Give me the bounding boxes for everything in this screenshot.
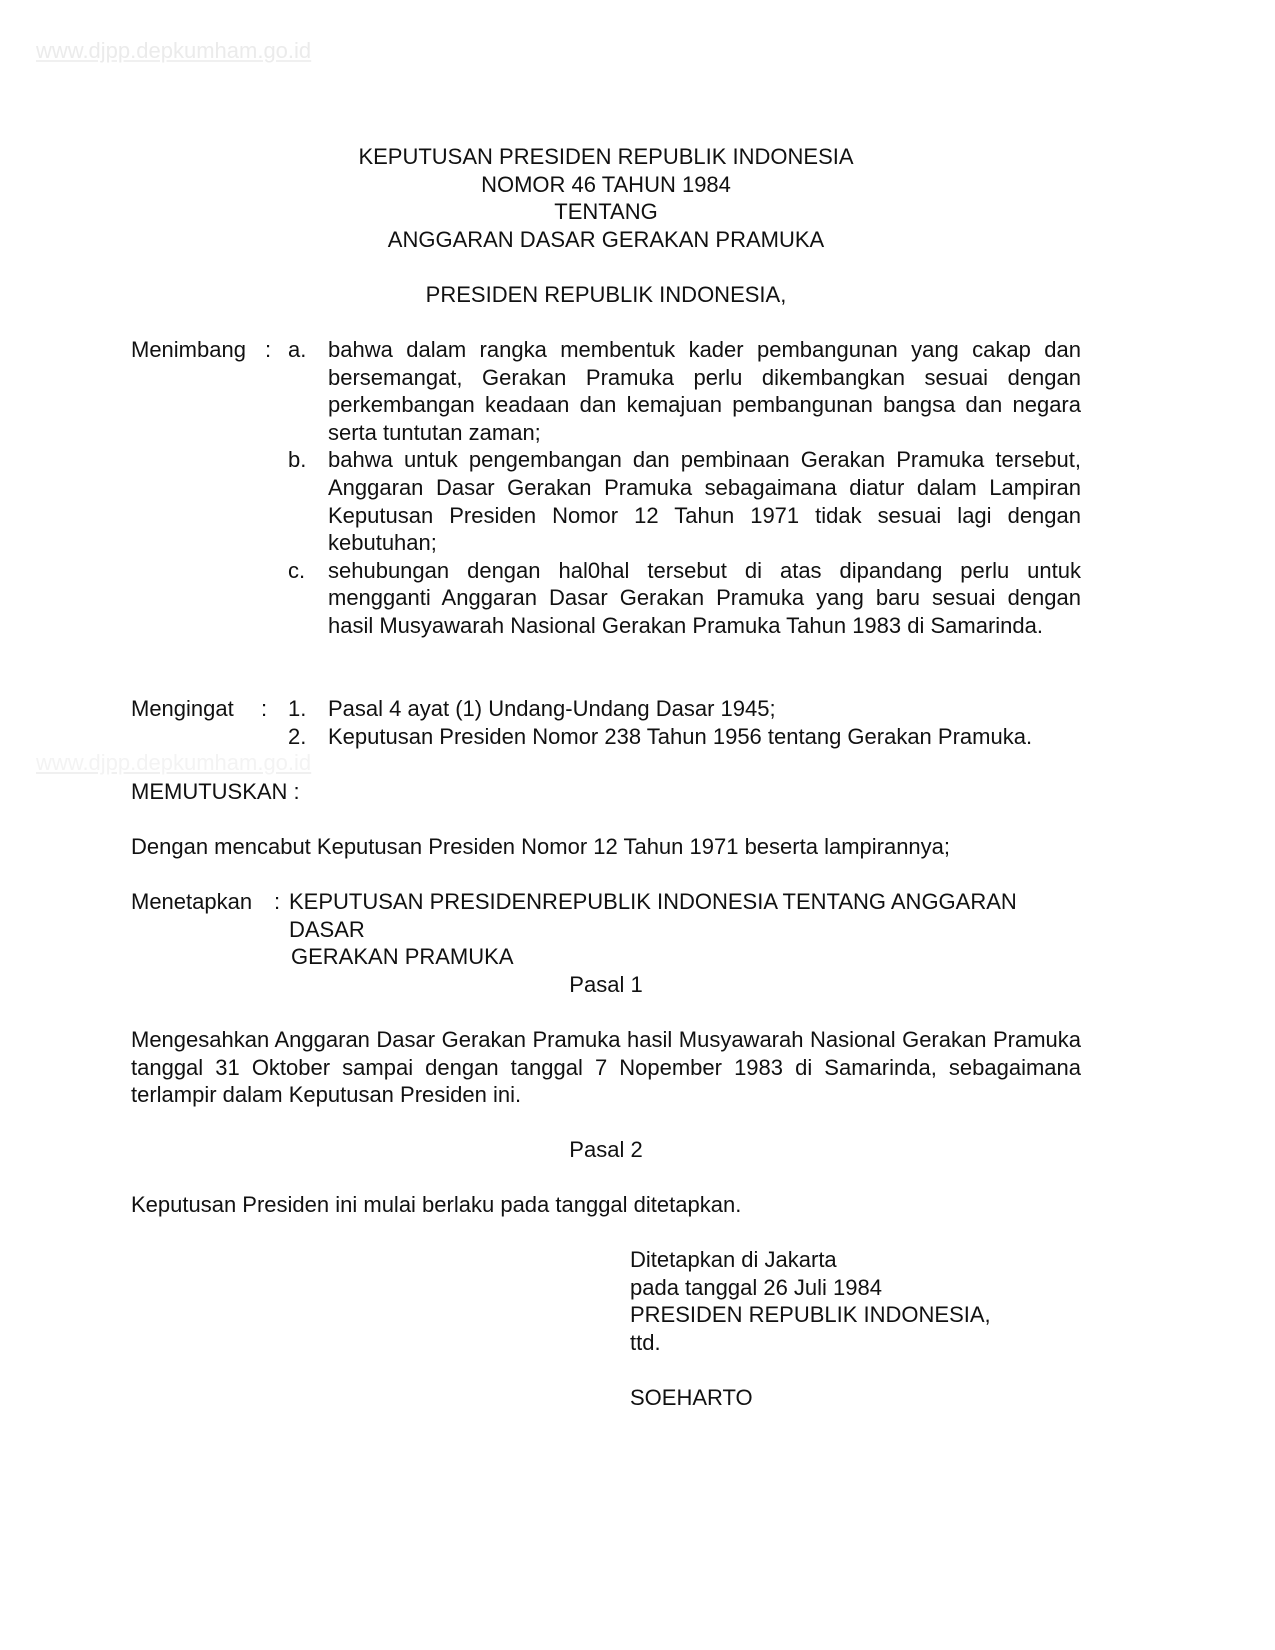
mengingat-section [131,695,1081,750]
mengingat-item-1 [288,695,1081,723]
menimbang-item-c [288,557,1081,640]
item-marker: c. [288,557,306,583]
signature-block [630,1246,991,1412]
colon: : [274,889,281,914]
menimbang-section [131,336,1081,640]
title-line: KEPUTUSAN PRESIDEN REPUBLIK INDONESIA [358,144,854,169]
title-number: NOMOR 46 TAHUN 1984 [481,171,731,197]
pasal-2-title: Pasal 2 [569,1137,643,1162]
colon: : [265,337,272,362]
document-title [131,143,1081,253]
mengingat-item-2 [288,723,1081,751]
memutuskan: MEMUTUSKAN : [131,779,300,804]
title-subject: ANGGARAN DASAR GERAKAN PRAMUKA [387,226,825,252]
signature-place: Ditetapkan di Jakarta [630,1247,837,1272]
mengingat-label: Mengingat [131,696,234,721]
signature-ttd: ttd. [630,1329,661,1355]
title-tentang: TENTANG [554,199,658,225]
item-marker: 1. [288,696,307,721]
menetapkan-label: Menetapkan [131,889,253,914]
item-text: Pasal 4 ayat (1) Undang-Undang Dasar 1945; [328,696,776,721]
menetapkan-text: KEPUTUSAN PRESIDENREPUBLIK INDONESIA TENTANG ANGGARAN DASAR [289,889,1017,942]
menetapkan-section [131,888,1081,971]
signature-office: PRESIDEN REPUBLIK INDONESIA, [630,1302,991,1328]
item-text: bahwa dalam rangka membentuk kader pembangunan yang cakap dan bersemangat, Gerakan Pramuka perlu dikembangkan sesuai dengan perkembangan keadaan dan kemajuan pembangunan bangsa dan negara serta tuntutan zaman; [328,337,1081,445]
item-text: sehubungan dengan hal0hal tersebut di atas dipandang perlu untuk mengganti Anggaran Dasar Gerakan Pramuka yang baru sesuai dengan hasil Musyawarah Nasional Gerakan Pramuka Tahun 1983 di Samarinda. [328,557,1081,638]
item-marker: b. [288,447,307,473]
preamble: PRESIDEN REPUBLIK INDONESIA, [425,282,787,307]
watermark: www.djpp.depkumham.go.id [36,38,312,63]
item-text: Keputusan Presiden Nomor 238 Tahun 1956 tentang Gerakan Pramuka. [328,723,1033,749]
menetapkan-text-2: GERAKAN PRAMUKA [291,944,514,970]
menimbang-item-b [288,446,1081,556]
signature-name: SOEHARTO [630,1384,753,1410]
menimbang-label: Menimbang [131,337,246,362]
mencabut-text: Dengan mencabut Keputusan Presiden Nomor 12 Tahun 1971 beserta lampirannya; [131,834,951,859]
item-marker: 2. [288,723,307,749]
watermark-faint: www.djpp.depkumham.go.id [36,750,312,775]
item-marker: a. [288,337,307,362]
pasal-1-title: Pasal 1 [569,972,643,997]
colon: : [261,696,268,721]
menimbang-item-a [288,336,1081,446]
item-text: bahwa untuk pengembangan dan pembinaan Gerakan Pramuka tersebut, Anggaran Dasar Gerakan Pramuka sebagaimana diatur dalam Lampiran Keputusan Presiden Nomor 12 Tahun 1971 tidak sesuai lagi dengan kebutuhan; [328,447,1081,556]
pasal-2-text: Keputusan Presiden ini mulai berlaku pada tanggal ditetapkan. [131,1192,742,1217]
pasal-1-text: Mengesahkan Anggaran Dasar Gerakan Pramuka hasil Musyawarah Nasional Gerakan Pramuka tanggal 31 Oktober sampai dengan tanggal 7 Nopember 1983 di Samarinda, sebagaimana terlampir dalam Keputusan Presiden ini. [131,1027,1081,1108]
signature-date: pada tanggal 26 Juli 1984 [630,1274,882,1300]
